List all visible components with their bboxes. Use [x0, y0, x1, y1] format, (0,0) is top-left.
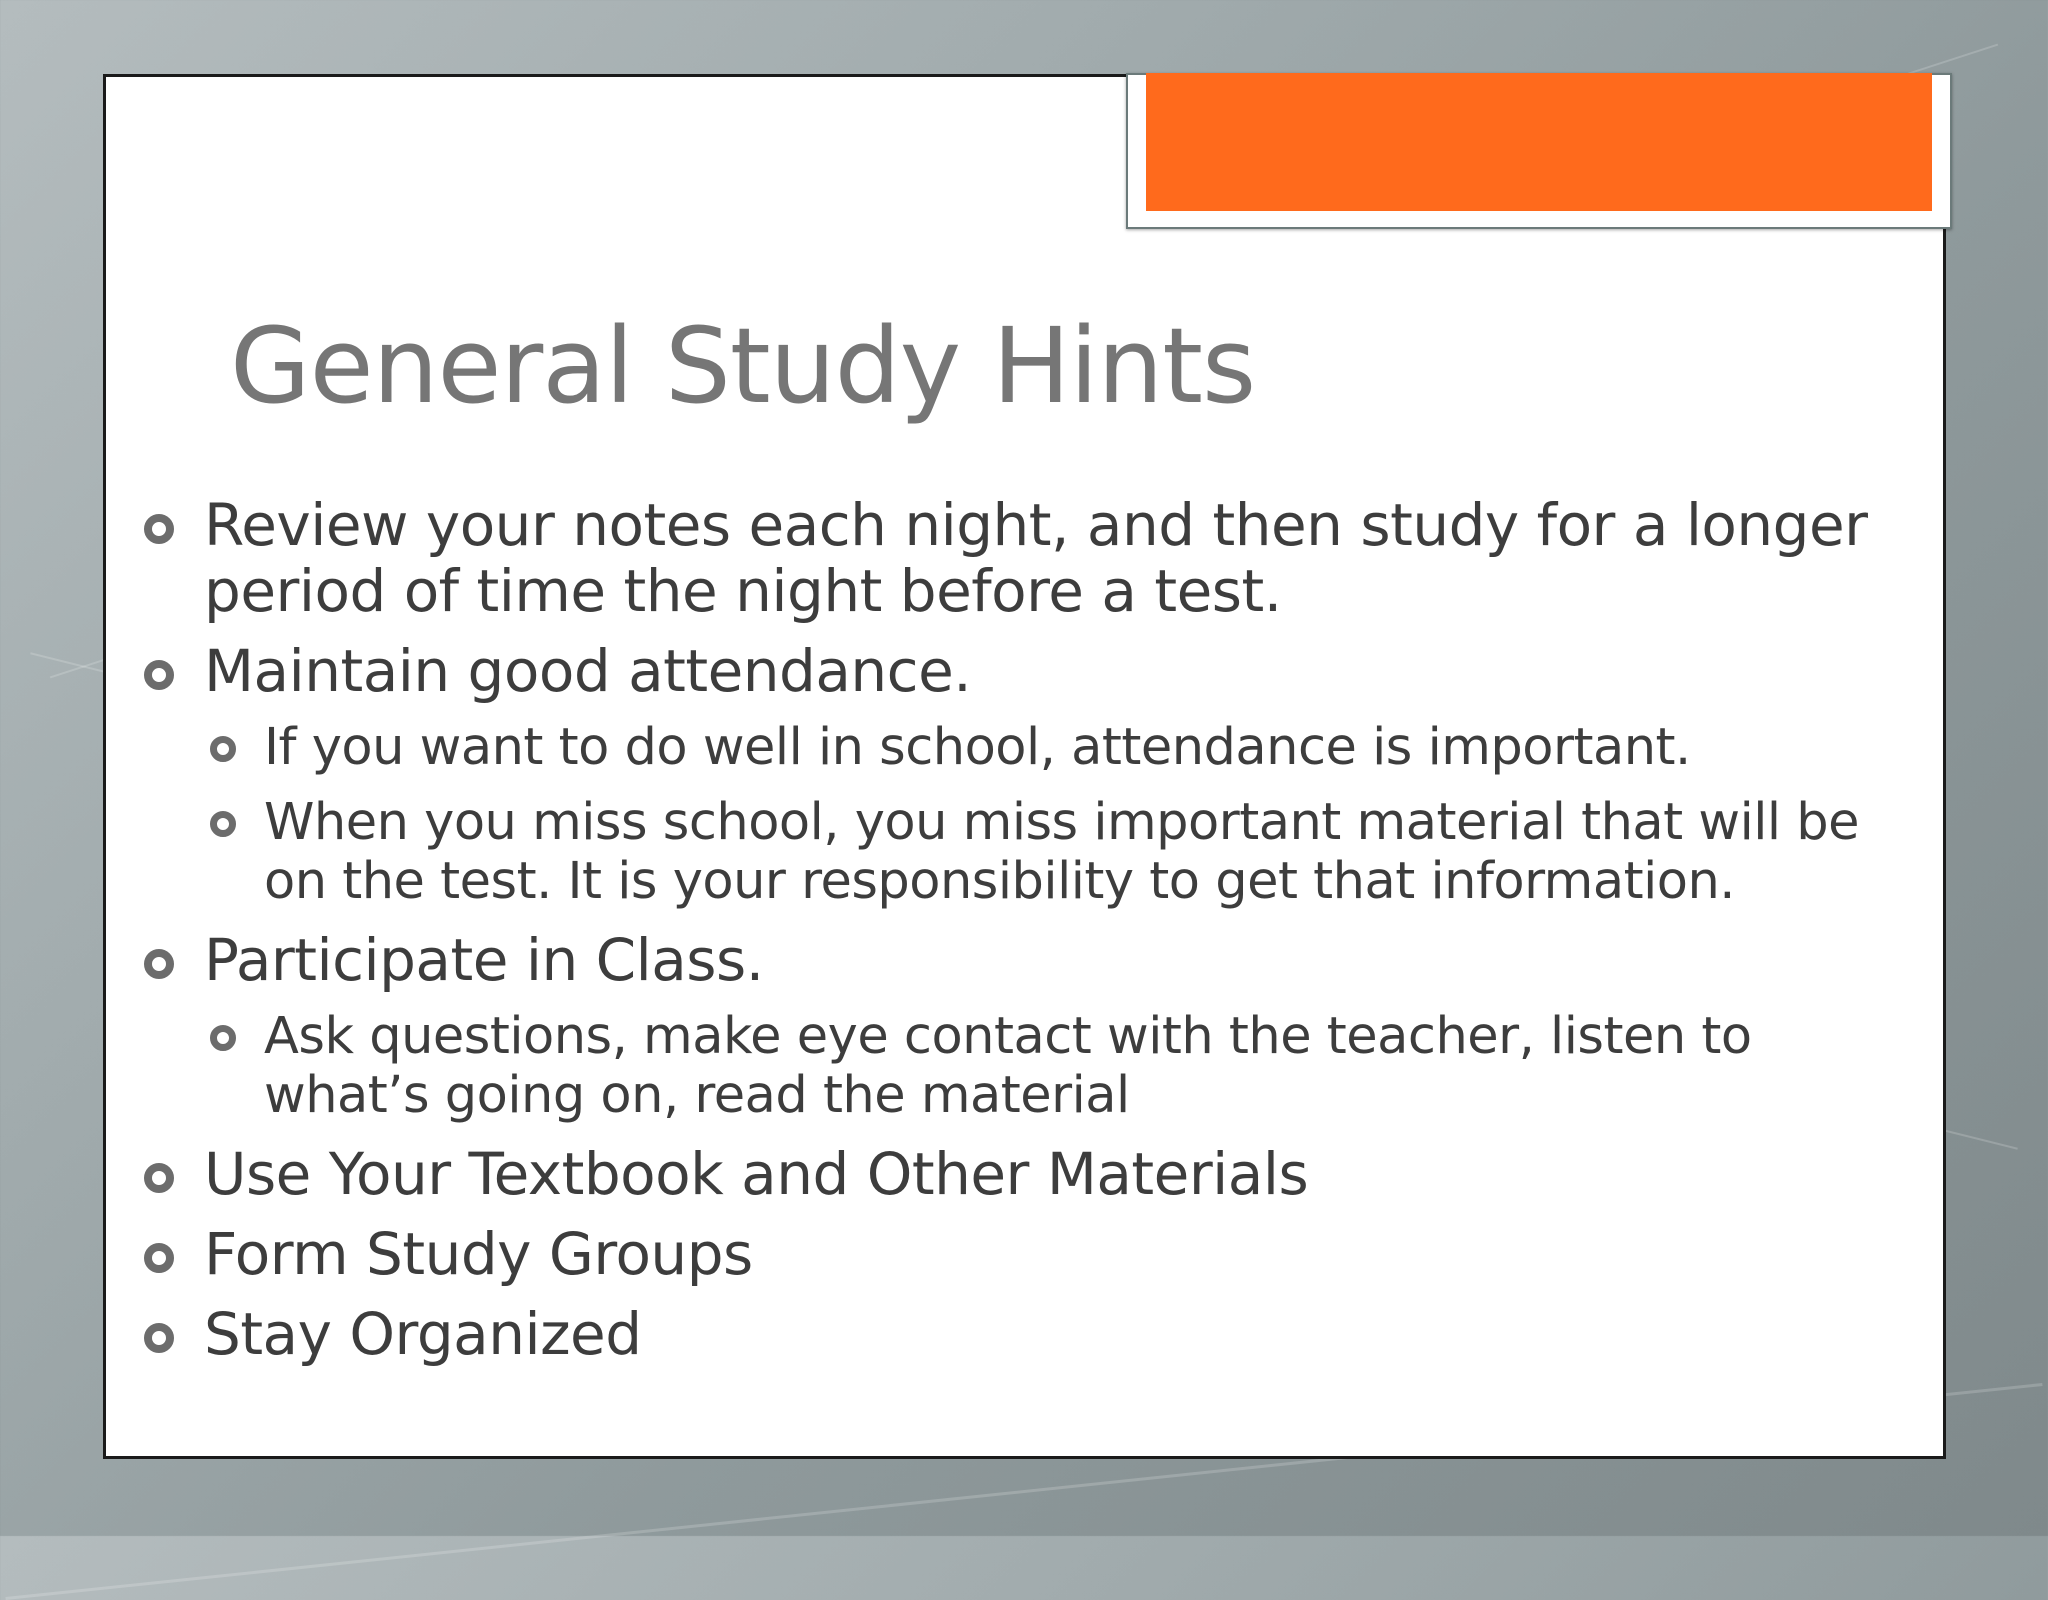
- bullet-text: Ask questions, make eye contact with the teacher, listen to what’s going on, read the material: [264, 1007, 1752, 1125]
- bullet-text: Stay Organized: [204, 1300, 642, 1368]
- bullet-list: [138, 492, 1928, 1381]
- bullet-text: Review your notes each night, and then study for a longer period of time the night before a test.: [204, 491, 1868, 625]
- slide-card: [103, 74, 1946, 1459]
- bullet-study-groups: [138, 1221, 1928, 1287]
- slide-title: General Study Hints: [230, 305, 1256, 427]
- hollow-circle-bullet-icon: [210, 1025, 236, 1051]
- bullet-review-notes: [138, 492, 1928, 624]
- hollow-circle-bullet-icon: [144, 1243, 174, 1273]
- hollow-circle-bullet-icon: [210, 736, 236, 762]
- bullet-text: Maintain good attendance.: [204, 637, 972, 705]
- bullet-text: When you miss school, you miss important material that will be on the test. It is your responsibility to get that information.: [264, 793, 1860, 911]
- bullet-text: Use Your Textbook and Other Materials: [204, 1140, 1309, 1208]
- accent-bar: [1146, 73, 1932, 211]
- hollow-circle-bullet-icon: [144, 514, 174, 544]
- bullet-text: If you want to do well in school, attendance is important.: [264, 718, 1691, 777]
- hollow-circle-bullet-icon: [210, 811, 236, 837]
- bullet-textbook: [138, 1141, 1928, 1207]
- hollow-circle-bullet-icon: [144, 1323, 174, 1353]
- hollow-circle-bullet-icon: [144, 660, 174, 690]
- sub-bullet-ask-questions: [204, 1007, 1928, 1125]
- sub-bullet-miss-school: [204, 793, 1928, 911]
- sub-bullet-attendance-important: [204, 718, 1928, 777]
- bullet-attendance: [138, 638, 1928, 704]
- hollow-circle-bullet-icon: [144, 1163, 174, 1193]
- bullet-text: Form Study Groups: [204, 1220, 753, 1288]
- bullet-text: Participate in Class.: [204, 926, 764, 994]
- bullet-participate: [138, 927, 1928, 993]
- hollow-circle-bullet-icon: [144, 949, 174, 979]
- bullet-stay-organized: [138, 1301, 1928, 1367]
